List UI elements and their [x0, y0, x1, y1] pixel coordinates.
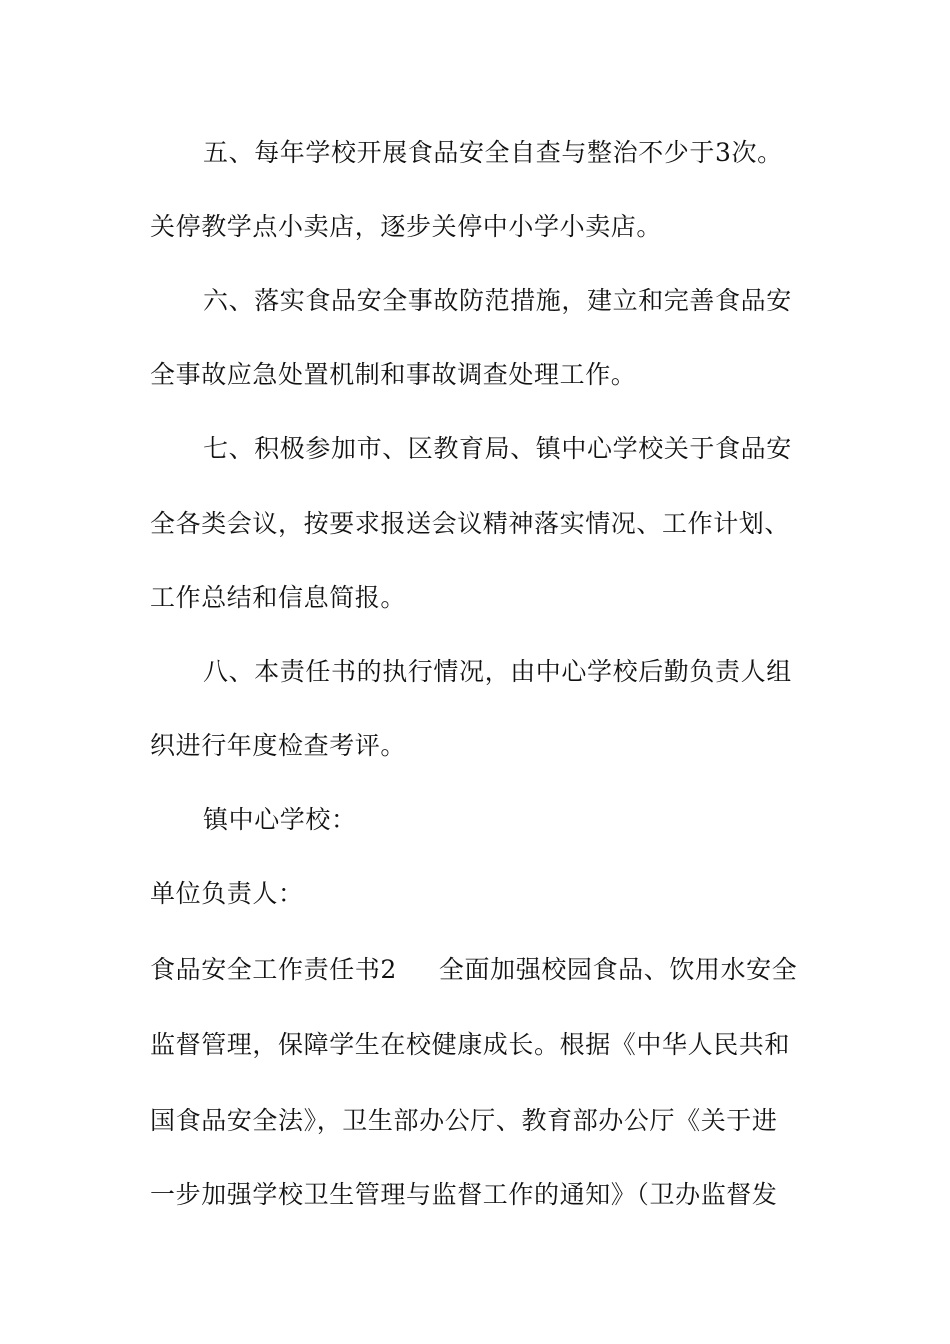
paragraph-8-line-2: 织进行年度检查考评。 — [150, 731, 407, 760]
intro-line-1: 全面加强校园食品、饮用水安全 — [438, 955, 798, 984]
intro-line-3: 国食品安全法》，卫生部办公厅、教育部办公厅《关于进 — [150, 1106, 778, 1135]
paragraph-6-line-1: 六、落实食品安全事故防范措施，建立和完善食品安 — [203, 286, 792, 315]
paragraph-6-line-2: 全事故应急处置机制和事故调查处理工作。 — [150, 360, 637, 389]
paragraph-8-line-1: 八、本责任书的执行情况，由中心学校后勤负责人组 — [203, 657, 792, 686]
signature-unit-head: 单位负责人： — [150, 879, 304, 908]
section-title-line — [150, 954, 797, 986]
signature-school: 镇中心学校： — [203, 805, 357, 834]
paragraph-7-line-1: 七、积极参加市、区教育局、镇中心学校关于食品安 — [203, 434, 792, 463]
paragraph-5-line-1: 五、每年学校开展食品安全自查与整治不少于3次。 — [203, 138, 783, 167]
paragraph-7-line-3: 工作总结和信息简报。 — [150, 583, 407, 612]
paragraph-5-line-2: 关停教学点小卖店，逐步关停中小学小卖店。 — [150, 212, 663, 241]
intro-line-2: 监督管理，保障学生在校健康成长。根据《中华人民共和 — [150, 1030, 791, 1059]
intro-line-4: 一步加强学校卫生管理与监督工作的通知》（卫办监督发 — [150, 1180, 778, 1209]
paragraph-7-line-2: 全各类会议，按要求报送会议精神落实情况、工作计划、 — [150, 509, 791, 538]
section-title: 食品安全工作责任书2 — [150, 955, 397, 984]
